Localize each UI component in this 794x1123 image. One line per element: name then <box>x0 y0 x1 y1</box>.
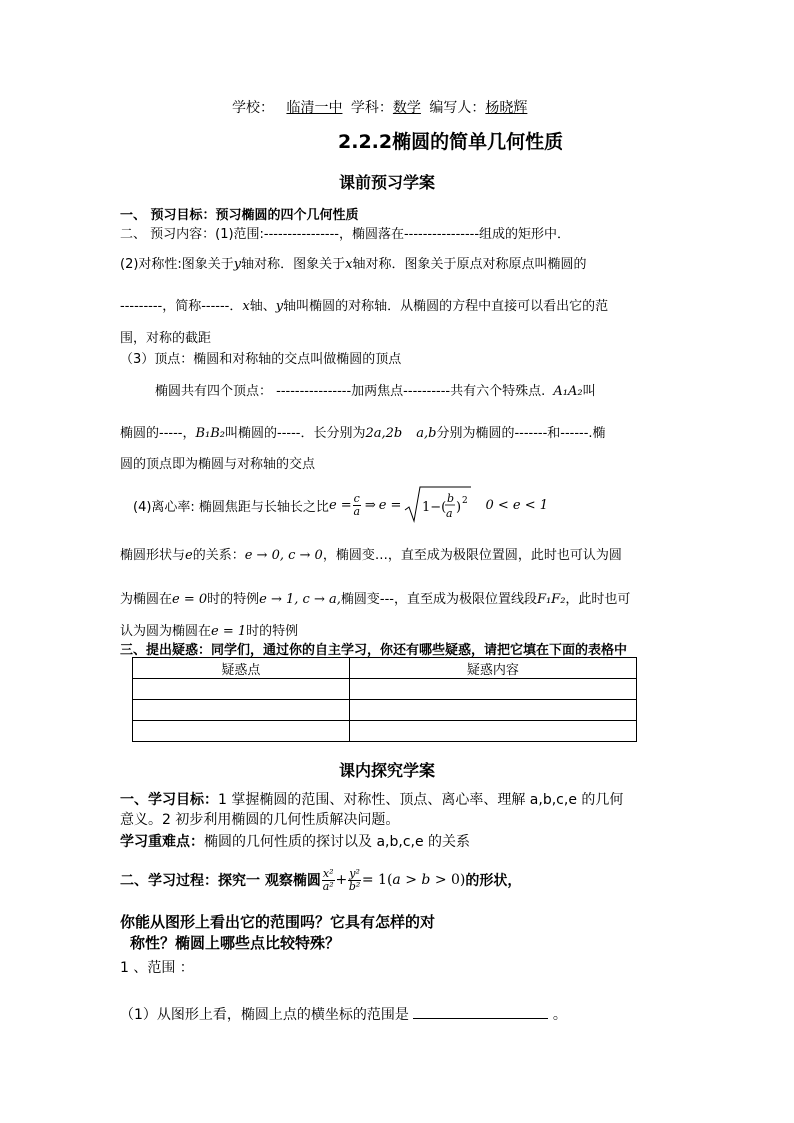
table-header-cell: 疑惑点 <box>133 658 350 679</box>
math-var: x <box>345 257 353 272</box>
symmetry-line-3: 围，对称的截距 <box>120 331 212 346</box>
text-segment: (2)对称性:图象关于 <box>120 257 234 272</box>
text-segment: 椭圆变---，直至成为极限位置线段 <box>340 592 537 607</box>
author-label: 编写人： <box>429 100 486 116</box>
text-segment: 的关系： <box>192 548 245 563</box>
question-line-2: 称性？椭圆上哪些点比较特殊？ <box>130 934 341 952</box>
svg-text:2: 2 <box>462 496 469 506</box>
process-label-end: 的形状， <box>465 873 522 889</box>
eccentricity-line <box>133 484 548 526</box>
key-points-line <box>120 831 470 851</box>
svg-text:1−(: 1−( <box>422 500 447 515</box>
math-var: A₁A₂ <box>553 384 583 399</box>
text-segment: 为椭圆在 <box>120 592 173 607</box>
eccentricity-range: 0 < e < 1 <box>485 497 549 513</box>
answer-blank[interactable] <box>413 1004 548 1019</box>
table-header-cell: 疑惑内容 <box>349 658 636 679</box>
symmetry-line <box>120 253 587 272</box>
math-formula: e = <box>378 497 402 513</box>
text-segment: 轴对称．图象关于原点对称原点叫椭圆的 <box>352 257 587 272</box>
table-cell[interactable] <box>133 700 350 721</box>
text-segment: 分别为椭圆的-------和------.椭 <box>436 426 606 441</box>
text-segment: 轴叫椭圆的对称轴．从椭圆的方程中直接可以看出它的范 <box>283 299 609 314</box>
vertex-heading: （3）顶点：椭圆和对称轴的交点叫做椭圆的顶点 <box>120 352 402 367</box>
svg-text:): ) <box>456 500 462 515</box>
text-segment: 轴、 <box>249 299 276 314</box>
fraction-c-a: $\frac{c}{a}$ <box>353 491 361 518</box>
math-var: y <box>233 257 242 272</box>
math-var: e → 1, c → a, <box>259 592 341 607</box>
range-question-text: （1）从图形上看，椭圆上点的横坐标的范围是 <box>120 1007 409 1023</box>
goal-text: 1 掌握椭圆的范围、对称性、顶点、离心率、理解 a,b,c,e 的几何 <box>218 792 624 808</box>
section-title-inclass: 课内探究学案 <box>339 761 436 780</box>
shape-line-2 <box>120 588 630 607</box>
svg-text:b: b <box>447 492 455 505</box>
math-var: y <box>275 299 284 314</box>
goal-label: 一、学习目标： <box>120 792 218 808</box>
text-segment: ，椭圆变…，直至成为极限位置圆，此时也可认为圆 <box>322 548 622 563</box>
school-name: 临清一中 <box>286 100 343 116</box>
table-cell[interactable] <box>133 721 350 742</box>
shape-line-1 <box>120 544 622 563</box>
author-name: 杨晓辉 <box>485 100 528 116</box>
text-segment: 轴对称．图象关于 <box>241 257 346 272</box>
math-var: e = 1 <box>211 624 247 639</box>
equation-rhs: = 1(a > b > 0) <box>361 872 466 888</box>
range-question <box>120 1004 567 1024</box>
table-row <box>133 721 637 742</box>
table-row <box>133 679 637 700</box>
preview-item-3: 三、提出疑惑：同学们，通过你的自主学习，你还有哪些疑惑，请把它填在下面的表格中 <box>120 643 628 658</box>
vertex-line-3: 圆的顶点即为椭圆与对称轴的交点 <box>120 457 316 472</box>
school-label: 学校： <box>232 100 274 116</box>
text-segment: 时的特例 <box>246 624 299 639</box>
math-var: x <box>242 299 250 314</box>
text-segment: 叫椭圆的-----．长分别为 <box>225 426 366 441</box>
table-header-row <box>133 658 637 679</box>
page-title: 2.2.2椭圆的简单几何性质 <box>338 131 564 153</box>
math-var: e = 0 <box>172 592 208 607</box>
section-title-preview: 课前预习学案 <box>339 173 436 192</box>
symmetry-line-2 <box>120 295 608 314</box>
text-segment: 椭圆形状与 <box>120 548 186 563</box>
vertex-line-1 <box>155 380 596 399</box>
key-text: 椭圆的几何性质的探讨以及 a,b,c,e 的关系 <box>204 834 471 850</box>
math-formula: e = <box>328 497 352 513</box>
fraction-x2-a2: $\frac{\text{x²}}{\text{a²}}$ <box>322 866 334 893</box>
math-var: e <box>185 548 193 563</box>
text-segment: 椭圆共有四个顶点： ----------------加两焦点----------共有六个特殊点. <box>155 384 546 399</box>
process-label: 二、学习过程：探究一 观察椭圆 <box>120 873 321 889</box>
fraction-y2-b2: $\frac{\text{y²}}{\text{b²}}$ <box>348 866 361 893</box>
subject-label: 学科： <box>350 100 393 116</box>
plus-symbol: + <box>335 872 348 888</box>
goal-line-1 <box>120 789 623 809</box>
math-var: e → 0, c → 0 <box>244 548 323 563</box>
goal-line-2: 意义。2 初步利用椭圆的几何性质解决问题。 <box>120 812 400 828</box>
text-segment: ，此时也可 <box>565 592 631 607</box>
doubt-table <box>132 657 637 742</box>
text-segment: 时的特例 <box>207 592 260 607</box>
subject-name: 数学 <box>392 100 421 116</box>
question-line-1: 你能从图形上看出它的范围吗？它具有怎样的对 <box>120 913 436 931</box>
svg-text:a: a <box>446 507 454 520</box>
sqrt-expression <box>403 484 473 526</box>
math-var: 2a,2b <box>365 426 403 441</box>
table-row <box>133 700 637 721</box>
header-line <box>232 97 527 117</box>
preview-item-2: 二、 预习内容：(1)范围:----------------，椭圆落在----------------组成的矩形中． <box>120 227 571 242</box>
text-segment: 椭圆的-----， <box>120 426 196 441</box>
table-cell[interactable] <box>133 679 350 700</box>
text-segment: (4)离心率: 椭圆焦距与长轴长之比 <box>133 499 329 515</box>
math-var: B₁B₂ <box>195 426 225 441</box>
text-segment: 叫 <box>582 384 596 399</box>
table-cell[interactable] <box>349 679 636 700</box>
key-label: 学习重难点： <box>120 834 204 850</box>
implies-symbol: ⇒ <box>364 497 376 513</box>
vertex-line-2 <box>120 422 606 441</box>
preview-item-1: 一、 预习目标：预习椭圆的四个几何性质 <box>120 208 359 223</box>
table-cell[interactable] <box>349 721 636 742</box>
shape-line-3 <box>120 620 298 639</box>
table-cell[interactable] <box>349 700 636 721</box>
text-segment: ---------，简称------． <box>120 299 243 314</box>
process-line <box>120 860 521 900</box>
range-heading: 1 、范围 ： <box>120 960 194 976</box>
text-segment: 认为圆为椭圆在 <box>120 624 212 639</box>
range-question-end: 。 <box>552 1007 567 1023</box>
math-var: F₁F₂ <box>536 592 566 607</box>
math-var: a,b <box>416 426 437 441</box>
